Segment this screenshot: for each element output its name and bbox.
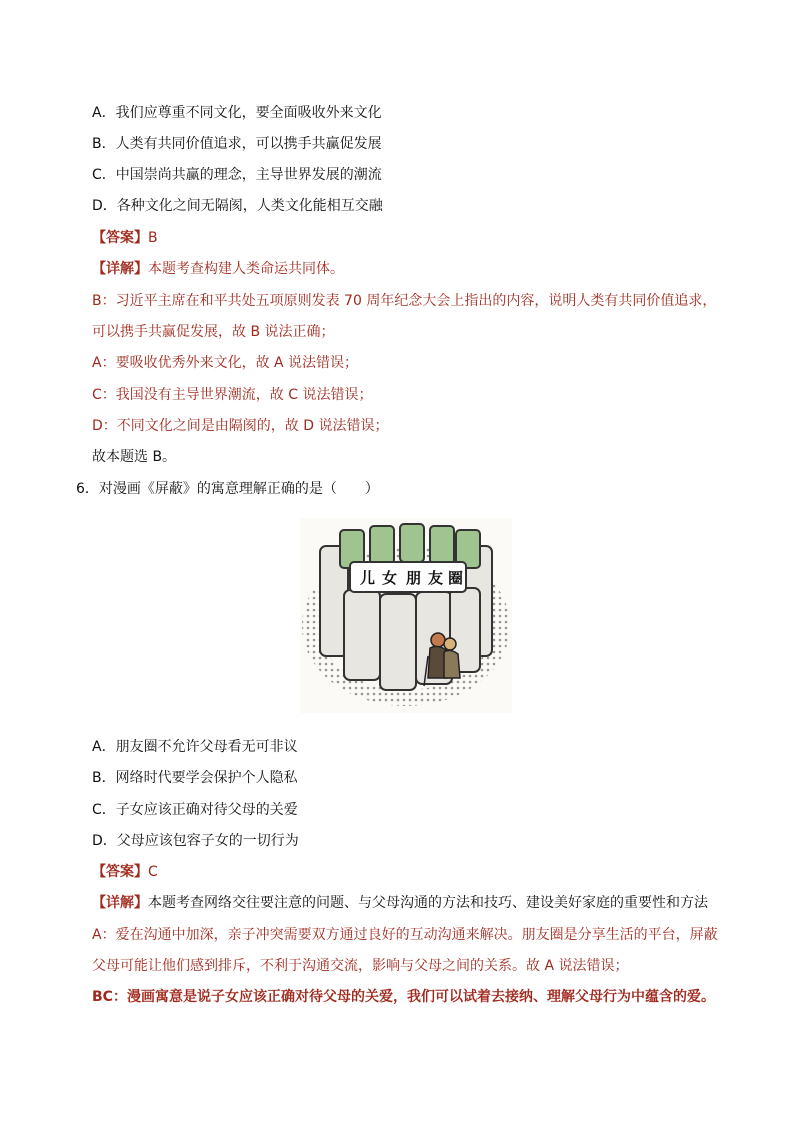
detail-intro: 本题考查构建人类命运共同体。 [148,261,344,277]
q6-explanation-bc: BC：漫画寓意是说子女应该正确对待父母的关爱，我们可以试着去接纳、理解父母行为中蕴含的爱。 [92,989,715,1005]
q6-answer [92,863,158,881]
cartoon-char-you: 友 [428,569,444,587]
answer-value: B [148,230,158,246]
q6-option-d: D．父母应该包容子女的一切行为 [92,833,299,849]
q6-option-a: A．朋友圈不允许父母看无可非议 [92,739,298,755]
q5-explanation-b: B：习近平主席在和平共处五项原则发表 70 周年纪念大会上指出的内容，说明人类有共同价值追求， [92,293,717,309]
q6-explanation-a: A：爱在沟通中加深，亲子冲突需要双方通过良好的互动沟通来解决。朋友圈是分享生活的平台，屏蔽 [92,927,718,943]
answer-tag: 【答案】 [92,230,148,246]
answer-tag: 【答案】 [92,864,148,880]
q6-explanation-a-cont: 父母可能让他们感到排斥，不利于沟通交流，影响与父母之间的关系。故 A 说法错误； [92,958,629,974]
q5-option-c: C．中国崇尚共赢的理念，主导世界发展的潮流 [92,167,382,183]
q5-explanation-a: A：要吸收优秀外来文化，故 A 说法错误； [92,355,359,371]
q5-conclusion: 故本题选 B。 [92,449,177,465]
cartoon-char-quan: 圈 [448,569,464,587]
q5-explanation-d: D：不同文化之间是由隔阂的，故 D 说法错误； [92,418,389,434]
q6-option-b: B．网络时代要学会保护个人隐私 [92,770,298,786]
detail-intro: 本题考查网络交往要注意的问题、与父母沟通的方法和技巧、建设美好家庭的重要性和方法 [148,895,708,911]
detail-tag: 【详解】 [92,261,148,277]
q5-detail [92,260,344,278]
q5-explanation-b-cont: 可以携手共赢促发展，故 B 说法正确； [92,324,335,340]
q5-option-a: A．我们应尊重不同文化，要全面吸收外来文化 [92,105,382,121]
q5-option-d: D．各种文化之间无隔阂，人类文化能相互交融 [92,198,383,214]
q6-detail [92,894,708,912]
q6-question: 6．对漫画《屏蔽》的寓意理解正确的是（ ） [76,481,379,497]
detail-tag: 【详解】 [92,895,148,911]
answer-value: C [148,864,158,880]
q6-option-c: C．子女应该正确对待父母的关爱 [92,802,298,818]
cartoon-image [300,518,512,713]
q5-answer [92,229,158,247]
q5-option-b: B．人类有共同价值追求，可以携手共赢促发展 [92,136,382,152]
cartoon-char-er: 儿 [360,569,376,587]
q5-explanation-c: C：我国没有主导世界潮流，故 C 说法错误； [92,387,373,403]
cartoon-char-nv: 女 [382,569,398,587]
cartoon-char-peng: 朋 [406,569,422,587]
